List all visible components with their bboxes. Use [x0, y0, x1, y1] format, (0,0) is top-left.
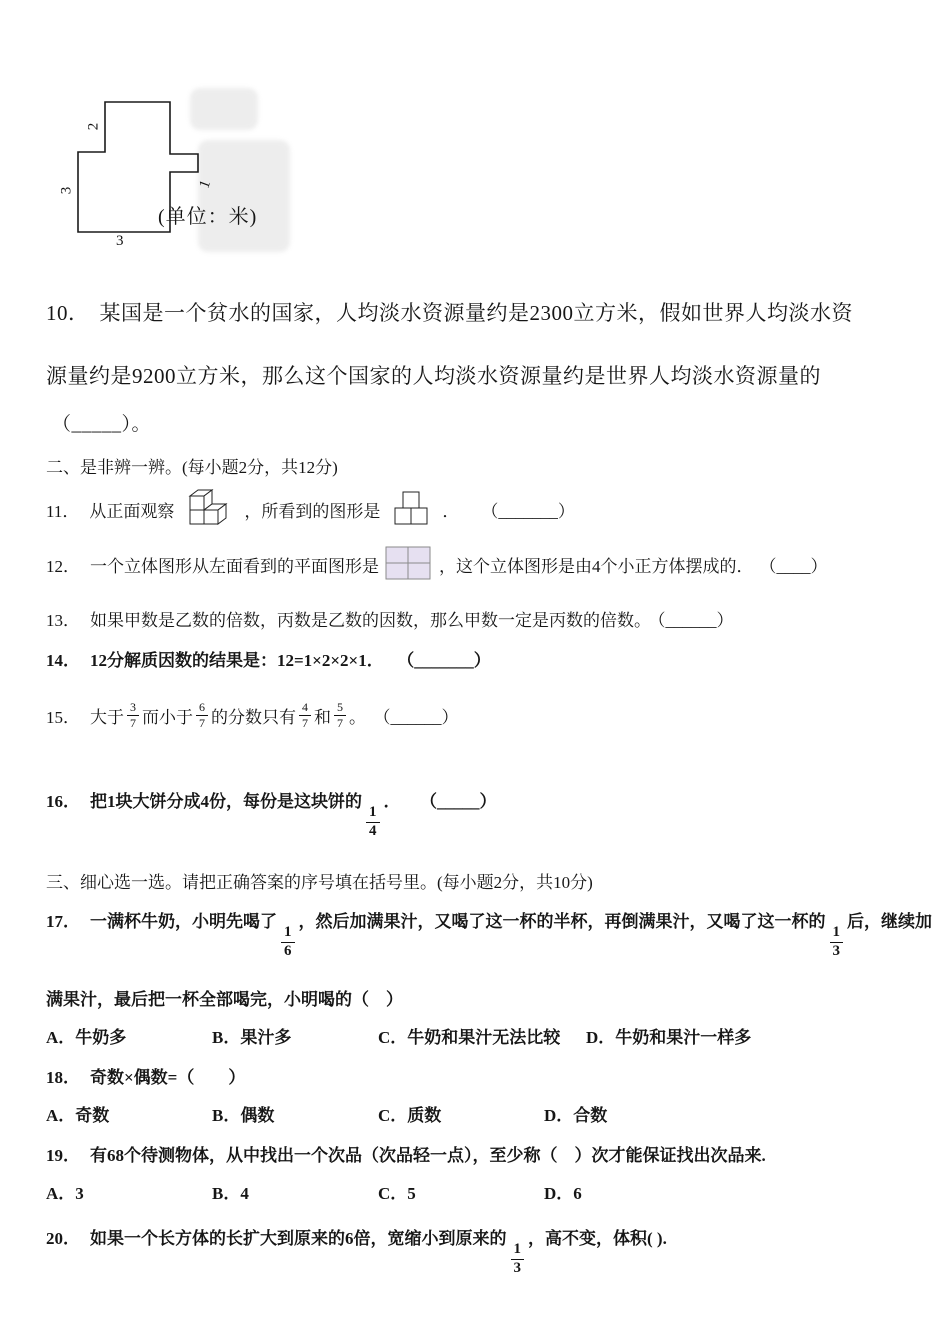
q19-options — [46, 1179, 910, 1204]
dim-label-top: 2 — [85, 122, 102, 131]
q18-text: 奇数×偶数=（ ） — [90, 1068, 246, 1088]
fraction-numerator: 1 — [511, 1242, 525, 1260]
q19-number: 19． — [46, 1146, 80, 1166]
fraction-denominator: 4 — [369, 823, 377, 840]
q18-number: 18． — [46, 1068, 80, 1088]
q15-text-1: 大于 — [90, 708, 124, 728]
q10-text-line1: 某国是一个贫水的国家，人均淡水资源量约是2300立方米，假如世界人均淡水资 — [99, 301, 853, 325]
q19-text: 有68个待测物体，从中找出一个次品（次品轻一点），至少称（ ）次才能保证找出次品来. — [90, 1146, 766, 1166]
fraction-1-3 — [830, 925, 844, 960]
q17-text-1: 一满杯牛奶，小明先喝了 — [90, 911, 277, 931]
fraction-1-3 — [511, 1242, 525, 1277]
q18-option-a: A．奇数 — [46, 1106, 110, 1126]
q20-text-2: ，高不变，体积( ). — [528, 1229, 667, 1249]
q14-text: 12分解质因数的结果是：12=1×2×2×1． — [90, 651, 384, 671]
unit-label: (单位：米) — [158, 206, 258, 228]
fraction-1-4 — [366, 805, 380, 840]
q15-answer-blank: （______） — [382, 708, 459, 728]
q13-answer-blank: （______） — [657, 611, 734, 631]
question-17-line2: 满果汁，最后把一杯全部喝完，小明喝的（ ） — [46, 990, 403, 1010]
q16-text-1: 把1块大饼分成4份，每份是这块饼的 — [90, 792, 362, 812]
fraction-numerator: 1 — [830, 925, 844, 943]
fraction-numerator: 6 — [196, 701, 208, 716]
fraction-4-7 — [299, 701, 311, 729]
question-10 — [46, 300, 910, 437]
dim-label-bottom: 3 — [116, 233, 124, 249]
q10-answer-blank: （_____）。 — [52, 413, 152, 435]
q10-text-line2: 源量约是9200立方米，那么这个国家的人均淡水资源量约是世界人均淡水资源量的 — [46, 364, 821, 389]
fraction-denominator: 7 — [302, 715, 308, 730]
dim-label-left: 3 — [58, 186, 75, 195]
q17-options — [46, 1023, 910, 1048]
fraction-denominator: 7 — [199, 715, 205, 730]
geometry-figure — [58, 94, 400, 254]
question-14 — [46, 646, 910, 671]
q11-answer-blank: （_______） — [481, 501, 575, 521]
front-view-figure — [386, 491, 436, 527]
question-13 — [46, 606, 910, 631]
q15-text-4: 和 — [314, 708, 331, 728]
question-20 — [46, 1224, 910, 1277]
fraction-denominator: 6 — [284, 942, 292, 959]
q17-option-c: C．牛奶和果汁无法比较 — [378, 1028, 561, 1048]
fraction-denominator: 3 — [513, 1260, 521, 1277]
q15-text-2: 而小于 — [142, 708, 193, 728]
section-2-title: 二、是非辨一辨。(每小题2分，共12分) — [46, 458, 338, 478]
q16-text-2: ． — [383, 792, 401, 812]
fraction-1-6 — [281, 925, 295, 960]
q12-text-pre: 一个立体图形从左面看到的平面图形是 — [90, 556, 379, 576]
section-3-title: 三、细心选一选。请把正确答案的序号填在括号里。(每小题2分，共10分) — [46, 872, 593, 892]
q13-text: 如果甲数是乙数的倍数，丙数是乙数的因数，那么甲数一定是丙数的倍数。 — [90, 611, 651, 631]
q15-text-5: 。 — [349, 708, 366, 728]
q13-number: 13． — [46, 611, 80, 631]
q11-text-mid: ，所看到的图形是 — [244, 501, 381, 521]
question-11 — [46, 488, 910, 530]
fraction-numerator: 1 — [366, 805, 380, 823]
q18-option-d: D．合数 — [544, 1106, 608, 1126]
question-18 — [46, 1063, 910, 1088]
fraction-numerator: 3 — [127, 701, 139, 716]
q18-options — [46, 1101, 910, 1126]
q19-option-c: C．5 — [378, 1184, 416, 1204]
fraction-6-7 — [196, 701, 208, 729]
q11-text-end: ． — [442, 501, 460, 521]
q19-option-b: B．4 — [212, 1184, 249, 1204]
fraction-5-7 — [334, 701, 346, 729]
q17-text-2: ，然后加满果汁，又喝了这一杯的半杯，再倒满果汁，又喝了这一杯的 — [298, 911, 826, 931]
q18-option-b: B．偶数 — [212, 1106, 275, 1126]
fraction-numerator: 5 — [334, 701, 346, 716]
q16-answer-blank: （_____） — [428, 792, 497, 812]
q17-option-b: B．果汁多 — [212, 1028, 292, 1048]
cubes-figure — [180, 488, 238, 530]
question-19 — [46, 1141, 910, 1166]
question-12 — [46, 546, 910, 582]
q15-number: 15． — [46, 708, 80, 728]
fraction-denominator: 7 — [130, 715, 136, 730]
q15-text-3: 的分数只有 — [211, 708, 296, 728]
q11-number: 11． — [46, 501, 80, 521]
q17-option-d: D．牛奶和果汁一样多 — [586, 1028, 752, 1048]
fraction-3-7 — [127, 701, 139, 729]
q12-text-post: ，这个立体图形是由4个小正方体摆成的． — [439, 556, 754, 576]
question-17-line1 — [46, 907, 932, 960]
left-view-figure — [385, 546, 433, 582]
q14-answer-blank: （_______） — [405, 651, 491, 671]
fraction-denominator: 3 — [832, 942, 840, 959]
dim-label-step: 1 — [196, 178, 215, 191]
q17-text-3: 后，继续加 — [847, 911, 932, 931]
q20-text-1: 如果一个长方体的长扩大到原来的6倍，宽缩小到原来的 — [90, 1229, 507, 1249]
question-16 — [46, 787, 910, 840]
fraction-numerator: 4 — [299, 701, 311, 716]
question-15 — [46, 701, 910, 729]
q16-number: 16． — [46, 792, 80, 812]
fraction-denominator: 7 — [337, 715, 343, 730]
q17-number: 17． — [46, 911, 80, 931]
q10-number: 10． — [46, 301, 90, 325]
q17-option-a: A．牛奶多 — [46, 1028, 127, 1048]
q12-number: 12． — [46, 556, 80, 576]
q19-option-a: A．3 — [46, 1184, 84, 1204]
q20-number: 20． — [46, 1229, 80, 1249]
q12-answer-blank: （____） — [759, 556, 828, 576]
q11-text-pre: 从正面观察 — [89, 501, 175, 521]
q18-option-c: C．质数 — [378, 1106, 442, 1126]
q19-option-d: D．6 — [544, 1184, 582, 1204]
fraction-numerator: 1 — [281, 925, 295, 943]
q14-number: 14． — [46, 651, 80, 671]
